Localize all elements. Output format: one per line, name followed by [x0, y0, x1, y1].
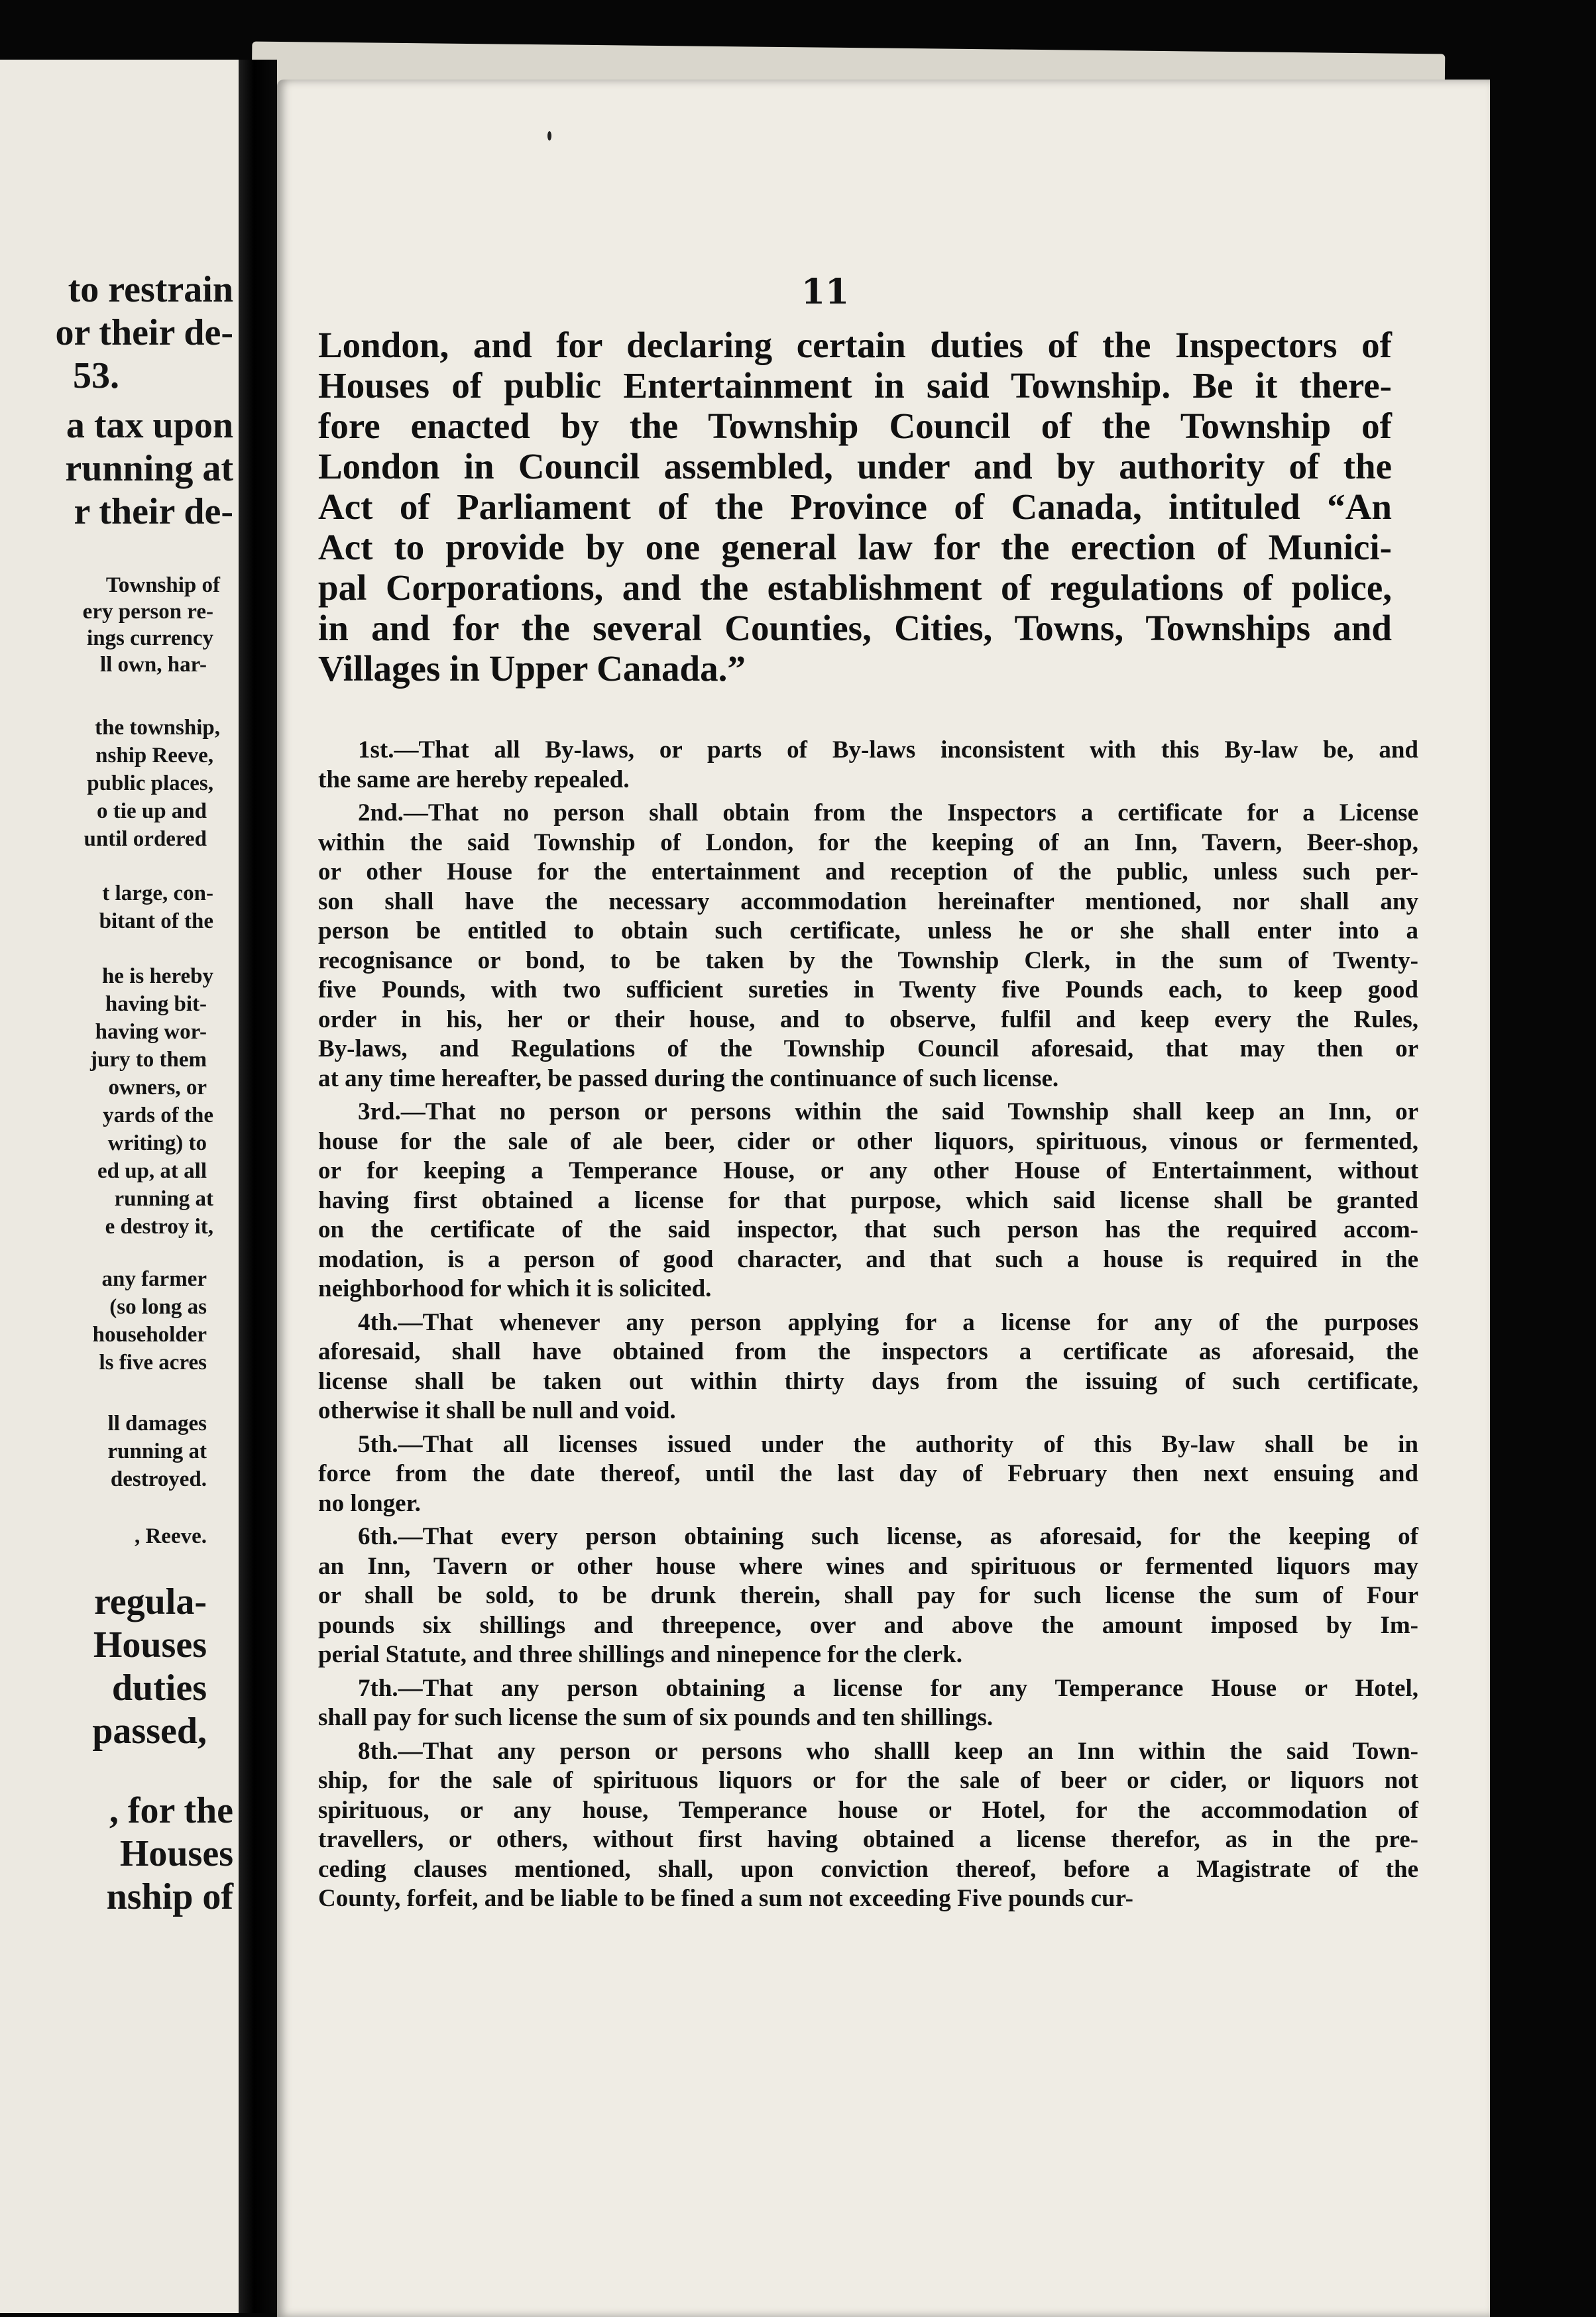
left-page-line: , for the [109, 1790, 233, 1831]
clause-line: within the said Township of London, for the keeping of an Inn, Tavern, Beer-shop, [318, 828, 1418, 856]
clause-line: house for the sale of ale beer, cider or other liquors, spirituous, vinous or fermented, [318, 1127, 1418, 1155]
clause-line: 1st.—That all By-laws, or parts of By-laws inconsistent with this By-law be, and [358, 736, 1418, 763]
clause-line: or shall be sold, to be drunk therein, shall pay for such license the sum of Four [318, 1582, 1418, 1609]
left-page-line: owners, or [108, 1076, 207, 1100]
left-page-line: o tie up and [97, 799, 207, 823]
left-page-line: any farmer [101, 1267, 207, 1291]
left-page-line: regula- [93, 1581, 207, 1622]
left-page-line: running at [114, 1187, 213, 1211]
clause-line: an Inn, Tavern or other house where wines and spirituous or fermented liquors may [318, 1552, 1418, 1580]
clause-line: modation, is a person of good character, and that such a house is required in the [318, 1245, 1418, 1273]
title-line: Houses of public Entertainment in said Township. Be it there- [318, 365, 1392, 406]
left-page-fragment [0, 60, 239, 2313]
clause-line: no longer. [318, 1489, 421, 1517]
left-page-line: passed, [92, 1711, 207, 1752]
left-page-line: duties [111, 1667, 207, 1709]
title-line: Act to provide by one general law for the erection of Munici- [318, 527, 1392, 567]
clause [318, 799, 1418, 1094]
left-page-line: he is hereby [101, 964, 213, 988]
title-line: Villages in Upper Canada.” [318, 648, 746, 689]
left-page-line: until ordered [84, 827, 207, 851]
title-line: in and for the several Counties, Cities, Towns, Townships and [318, 608, 1392, 648]
left-page-line: destroyed. [110, 1467, 207, 1491]
clause-line: order in his, her or their house, and to observe, fulfil and keep every the Rules, [318, 1005, 1418, 1033]
clause-line: pounds six shillings and threepence, over and above the amount imposed by Im- [318, 1611, 1418, 1639]
left-page-line: ll damages [107, 1412, 207, 1436]
title-line: fore enacted by the Township Council of the Township of [318, 406, 1392, 446]
left-page-line: the township, [95, 716, 220, 740]
left-page-line: bitant of the [99, 909, 213, 933]
clause-line: aforesaid, shall have obtained from the inspectors a certificate as aforesaid, the [318, 1338, 1418, 1365]
left-page-line: having bit- [105, 992, 207, 1016]
left-page-line: e destroy it, [105, 1215, 213, 1239]
left-page-line: nship Reeve, [95, 744, 213, 767]
clause [318, 1737, 1418, 1914]
left-page-line: writing) to [107, 1131, 207, 1155]
clause-line: neighborhood for which it is solicited. [318, 1275, 712, 1302]
title-line: Act of Parliament of the Province of Canada, intituled “An [318, 486, 1392, 527]
left-page-line: running at [107, 1440, 207, 1463]
left-page-line: householder [92, 1323, 207, 1347]
clause-line: 3rd.—That no person or persons within the said Township shall keep an Inn, or [358, 1098, 1418, 1125]
left-page-line: public places, [87, 771, 213, 795]
left-page-line: ls five acres [99, 1351, 207, 1375]
left-page-line: a tax upon [66, 405, 233, 446]
clause-line: person be entitled to obtain such certificate, unless he or she shall enter into a [318, 917, 1418, 944]
clause-line: spirituous, or any house, Temperance house or Hotel, for the accommodation of [318, 1796, 1418, 1824]
clause-line: ceding clauses mentioned, shall, upon conviction thereof, before a Magistrate of the [318, 1855, 1418, 1883]
ink-speck [547, 131, 551, 141]
left-page-line: , Reeve. [134, 1524, 207, 1548]
clause [318, 1308, 1418, 1426]
clause-line: 7th.—That any person obtaining a license for any Temperance House or Hotel, [358, 1674, 1418, 1702]
clause-line: recognisance or bond, to be taken by the Township Clerk, in the sum of Twenty- [318, 946, 1418, 974]
clause-line: having first obtained a license for that purpose, which said license shall be granted [318, 1186, 1418, 1214]
clause [318, 736, 1418, 795]
clause-line: otherwise it shall be null and void. [318, 1397, 676, 1424]
left-page-line: ery person re- [82, 600, 213, 624]
clause-line: son shall have the necessary accommodation hereinafter mentioned, nor shall any [318, 887, 1418, 915]
bylaw-clauses [318, 736, 1418, 1918]
bylaw-title [318, 325, 1392, 689]
clause-line: ship, for the sale of spirituous liquors or for the sale of beer or cider, or liquors not [318, 1767, 1418, 1794]
clause-line: five Pounds, with two sufficient sureties in Twenty five Pounds each, to keep good [318, 976, 1418, 1003]
clause [318, 1098, 1418, 1304]
book-gutter [239, 60, 277, 2313]
left-page-line: to restrain [68, 269, 233, 310]
page-number: 11 [801, 272, 850, 312]
left-page-line: r their de- [74, 491, 233, 532]
clause-line: 6th.—That every person obtaining such license, as aforesaid, for the keeping of [358, 1523, 1418, 1550]
left-page-line: jury to them [90, 1048, 207, 1072]
left-page-line: Houses [119, 1833, 233, 1874]
left-page-line: ings currency [87, 626, 213, 650]
left-page-line: (so long as [109, 1295, 207, 1319]
left-page-line: 53. [73, 355, 119, 396]
left-page-line: having wor- [95, 1020, 207, 1044]
left-page-line: ll own, har- [99, 653, 207, 677]
clause [318, 1430, 1418, 1519]
clause-line: 4th.—That whenever any person applying for a license for any of the purposes [358, 1308, 1418, 1336]
clause-line: force from the date thereof, until the last day of February then next ensuing and [318, 1460, 1418, 1487]
clause-line: at any time hereafter, be passed during the continuance of such license. [318, 1064, 1059, 1092]
title-line: London, and for declaring certain duties of the Inspectors of [318, 325, 1392, 365]
left-page-line: Houses [93, 1624, 207, 1666]
clause-line: or other House for the entertainment and reception of the public, unless such per- [318, 858, 1418, 885]
clause-gap [318, 1914, 1418, 1918]
clause-line: travellers, or others, without first having obtained a license therefor, as in the pre- [318, 1826, 1418, 1853]
clause-line: the same are hereby repealed. [318, 765, 630, 793]
clause-line: on the certificate of the said inspector, that such person has the required accom- [318, 1216, 1418, 1243]
clause-line: 2nd.—That no person shall obtain from the Inspectors a certificate for a License [358, 799, 1418, 826]
left-page-line: Township of [105, 573, 220, 597]
clause-line: license shall be taken out within thirty days from the issuing of such certificate, [318, 1367, 1418, 1395]
clause [318, 1674, 1418, 1733]
clause-line: 8th.—That any person or persons who shalll keep an Inn within the said Town- [358, 1737, 1418, 1765]
left-page-line: yards of the [103, 1103, 213, 1127]
title-line: pal Corporations, and the establishment of regulations of police, [318, 567, 1392, 608]
left-page-line: ed up, at all [97, 1159, 207, 1183]
title-line: London in Council assembled, under and by authority of the [318, 446, 1392, 486]
clause-line: shall pay for such license the sum of six pounds and ten shillings. [318, 1704, 994, 1731]
left-page-line: or their de- [55, 312, 233, 353]
clause-line: 5th.—That all licenses issued under the authority of this By-law shall be in [358, 1430, 1418, 1458]
clause-line: By-laws, and Regulations of the Township Council aforesaid, that may then or [318, 1035, 1418, 1062]
left-page-line: running at [65, 448, 233, 489]
clause [318, 1522, 1418, 1670]
left-page-line: nship of [106, 1876, 233, 1917]
clause-line: County, forfeit, and be liable to be fined a sum not exceeding Five pounds cur- [318, 1885, 1133, 1912]
clause-line: or for keeping a Temperance House, or any other House of Entertainment, without [318, 1157, 1418, 1184]
clause-line: perial Statute, and three shillings and ninepence for the clerk. [318, 1641, 962, 1668]
left-page-line: t large, con- [102, 881, 213, 905]
